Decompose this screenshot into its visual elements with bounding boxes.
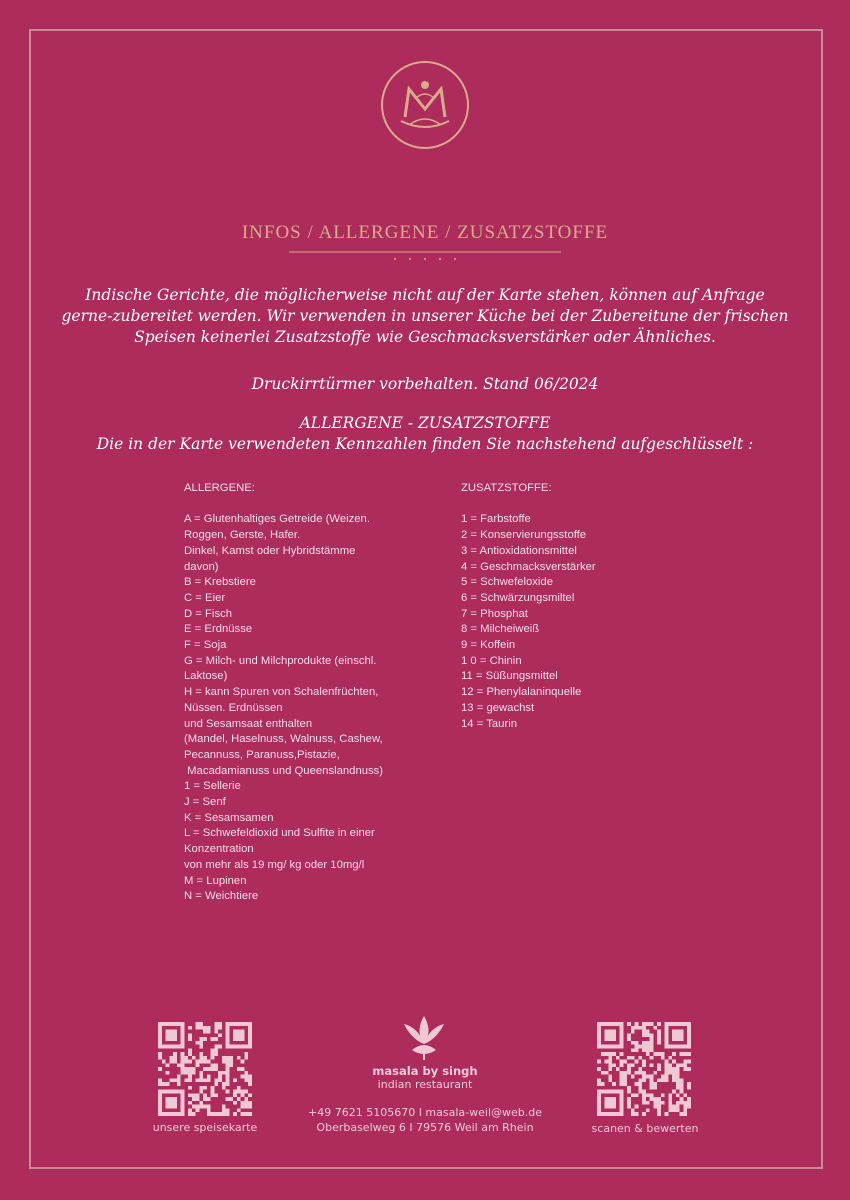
list-item: Macadamianuss und Queenslandnuss) [184, 764, 384, 777]
list-item: 13 = gewachst [461, 701, 535, 714]
list-item: D = Fisch [184, 607, 233, 620]
section-subtitle: Die in der Karte verwendeten Kennzahlen finden Sie nachstehend aufgeschlüsselt : [96, 435, 754, 453]
list-item: Dinkel, Kamst oder Hybridstämme [184, 544, 356, 557]
list-item: davon) [184, 560, 219, 573]
list-item: von mehr als 19 mg/ kg oder 10mg/l [184, 858, 365, 871]
lotus-logo-icon [398, 1010, 450, 1062]
print-note: Druckirrtürmer vorbehalten. Stand 06/2024 [251, 375, 599, 393]
list-item: Konzentration [184, 843, 254, 856]
list-item: 7 = Phosphat [461, 607, 528, 620]
list-item: F = Soja [184, 639, 227, 652]
list-item: L = Schwefeldioxid und Sulfite in einer [184, 827, 375, 840]
allergens-list [184, 512, 404, 905]
list-item: J = Senf [184, 796, 226, 809]
list-item: Roggen, Gerste, Hafer. [184, 529, 301, 542]
contact-address: Oberbaselweg 6 I 79576 Weil am Rhein [316, 1121, 534, 1134]
list-item: 6 = Schwärzungsmiltel [461, 591, 575, 604]
list-item: B = Krebstiere [184, 576, 256, 589]
additives-list [461, 512, 661, 732]
review-qr-code-icon[interactable] [597, 1022, 691, 1116]
list-item: H = kann Spuren von Schalenfrüchten, [184, 686, 379, 699]
list-item: M = Lupinen [184, 874, 247, 887]
list-item: 5 = Schwefeloxide [461, 576, 554, 589]
heading-divider [275, 250, 575, 262]
restaurant-logo-icon [379, 59, 471, 151]
menu-qr-label: unsere speisekarte [152, 1121, 258, 1134]
review-qr-label: scanen & bewerten [591, 1122, 699, 1135]
list-item: E = Erdnüsse [184, 623, 253, 636]
list-item: G = Milch- und Milchprodukte (einschl. [184, 654, 377, 667]
list-item: A = Glutenhaltiges Getreide (Weizen. [184, 513, 370, 526]
list-item: 4 = Geschmacksverstärker [461, 560, 596, 573]
section-title: ALLERGENE - ZUSATZSTOFFE [299, 414, 551, 432]
page-frame [29, 29, 823, 1169]
list-item: C = Eier [184, 591, 226, 604]
list-item: 1 0 = Chinin [461, 654, 522, 667]
brand-name: masala by singh [372, 1064, 478, 1078]
list-item: 2 = Konservierungsstoffe [461, 529, 587, 542]
list-item: und Sesamsaat enthalten [184, 717, 313, 730]
list-item: 11 = Süßungsmittel [461, 670, 558, 683]
list-item: Laktose) [184, 670, 228, 683]
list-item: 1 = Farbstoffe [461, 513, 531, 526]
list-item: N = Weichtiere [184, 890, 259, 903]
page-heading: INFOS / ALLERGENE / ZUSATZSTOFFE [241, 222, 609, 243]
list-item: 8 = Milcheiweiß [461, 623, 540, 636]
contact-phone-email: +49 7621 5105670 I masala-weil@web.de [308, 1106, 542, 1119]
list-item: 1 = Sellerie [184, 780, 241, 793]
list-item: 12 = Phenylalaninquelle [461, 686, 582, 699]
list-item: K = Sesamsamen [184, 811, 274, 824]
list-item: Pecannuss, Paranuss,Pistazie, [184, 748, 340, 761]
additives-column [461, 481, 661, 732]
list-item: Nüssen. Erdnüssen [184, 701, 283, 714]
list-item: (Mandel, Haselnuss, Walnuss, Cashew, [184, 733, 383, 746]
menu-qr-code-icon[interactable] [158, 1022, 252, 1116]
brand-subtitle: indian restaurant [377, 1078, 473, 1091]
list-item: 9 = Koffein [461, 639, 516, 652]
list-item: 14 = Taurin [461, 717, 518, 730]
additives-title: ZUSATZSTOFFE: [461, 482, 552, 494]
intro-text [60, 285, 790, 455]
allergens-column [184, 481, 404, 905]
intro-paragraph: Indische Gerichte, die möglicherweise nicht auf der Karte stehen, können auf Anfrage gerne-zubereitet werden. Wir verwenden in unserer Küche bei der Zubereitune der frischen Speisen keinerlei Zusatzstoffe wie Geschmacksverstärker oder Ähnliches. [61, 286, 789, 346]
allergens-title: ALLERGENE: [184, 482, 255, 494]
list-item: 3 = Antioxidationsmittel [461, 544, 577, 557]
